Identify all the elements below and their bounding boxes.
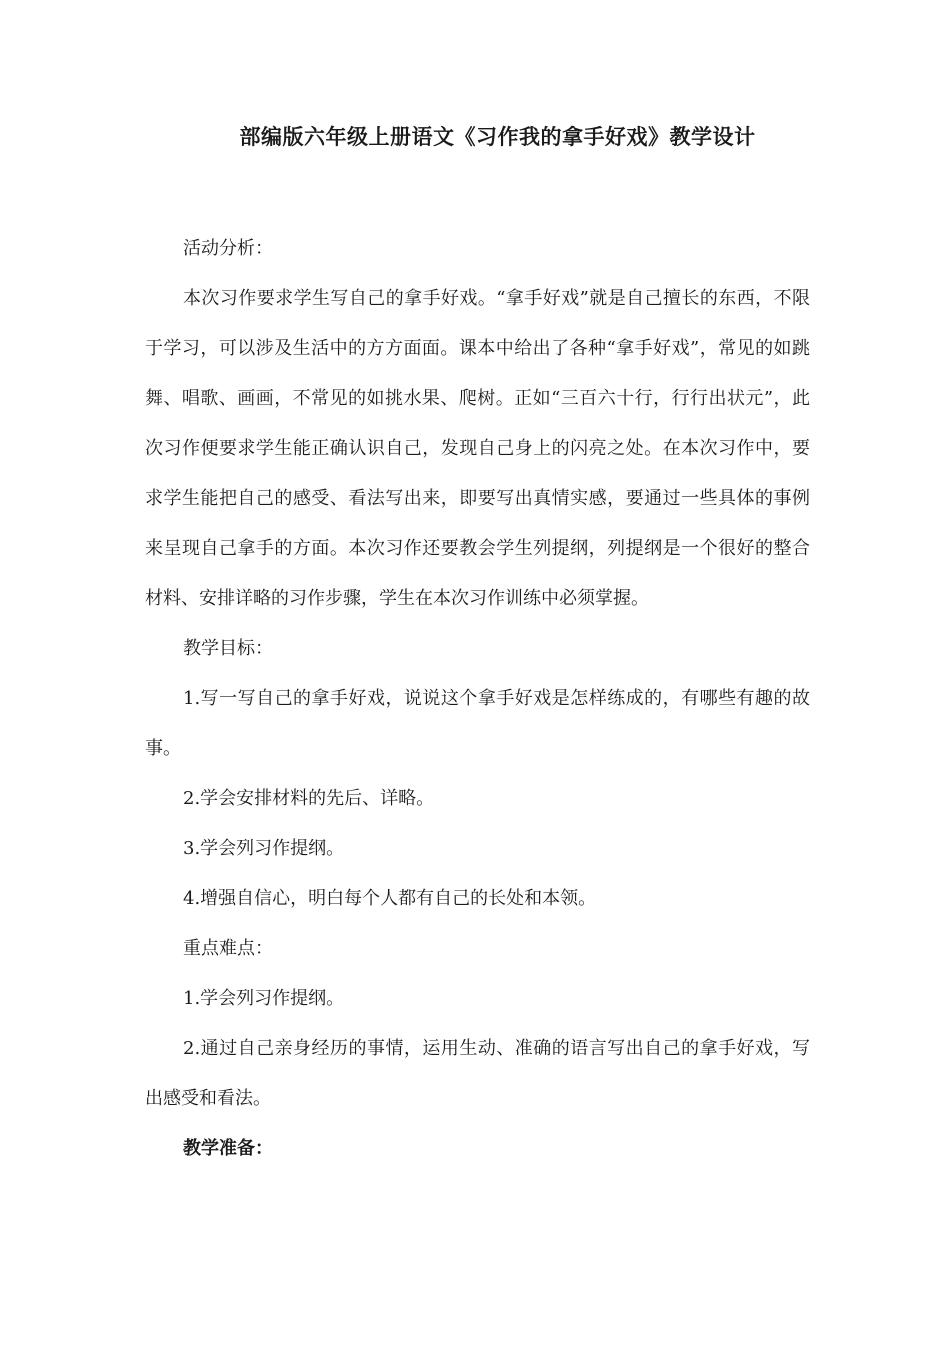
section-heading-activity-analysis: 活动分析：: [183, 238, 273, 259]
goal-item-4: 4.增强自信心，明白每个人都有自己的长处和本领。: [183, 888, 597, 909]
section-heading-key-points: 重点难点：: [183, 938, 273, 959]
document-title: 部编版六年级上册语文《习作我的拿手好戏》教学设计: [239, 124, 756, 149]
goal-item-3: 3.学会列习作提纲。: [183, 838, 345, 859]
key-point-item-2: 2.通过自己亲身经历的事情，运用生动、准确的语言写出自己的拿手好戏，写出感受和看法。: [145, 1038, 810, 1109]
goal-item-1: 1.写一写自己的拿手好戏，说说这个拿手好戏是怎样练成的，有哪些有趣的故事。: [145, 688, 810, 759]
section-heading-teaching-goals: 教学目标：: [183, 638, 273, 659]
document-body: [145, 224, 810, 1174]
key-point-item-1: 1.学会列习作提纲。: [183, 988, 345, 1009]
section-heading-preparation: 教学准备：: [183, 1138, 273, 1159]
paragraph-activity-analysis: 本次习作要求学生写自己的拿手好戏。“拿手好戏”就是自己擅长的东西，不限于学习，可以涉及生活中的方方面面。课本中给出了各种“拿手好戏”，常见的如跳舞、唱歌、画画，不常见的如挑水果、爬树。正如“三百六十行，行行出状元”，此次习作便要求学生能正确认识自己，发现自己身上的闪亮之处。在本次习作中，要求学生能把自己的感受、看法写出来，即要写出真情实感，要通过一些具体的事例来呈现自己拿手的方面。本次习作还要教会学生列提纲，列提纲是一个很好的整合材料、安排详略的习作步骤，学生在本次习作训练中必须掌握。: [145, 288, 810, 609]
goal-item-2: 2.学会安排材料的先后、详略。: [183, 788, 435, 809]
